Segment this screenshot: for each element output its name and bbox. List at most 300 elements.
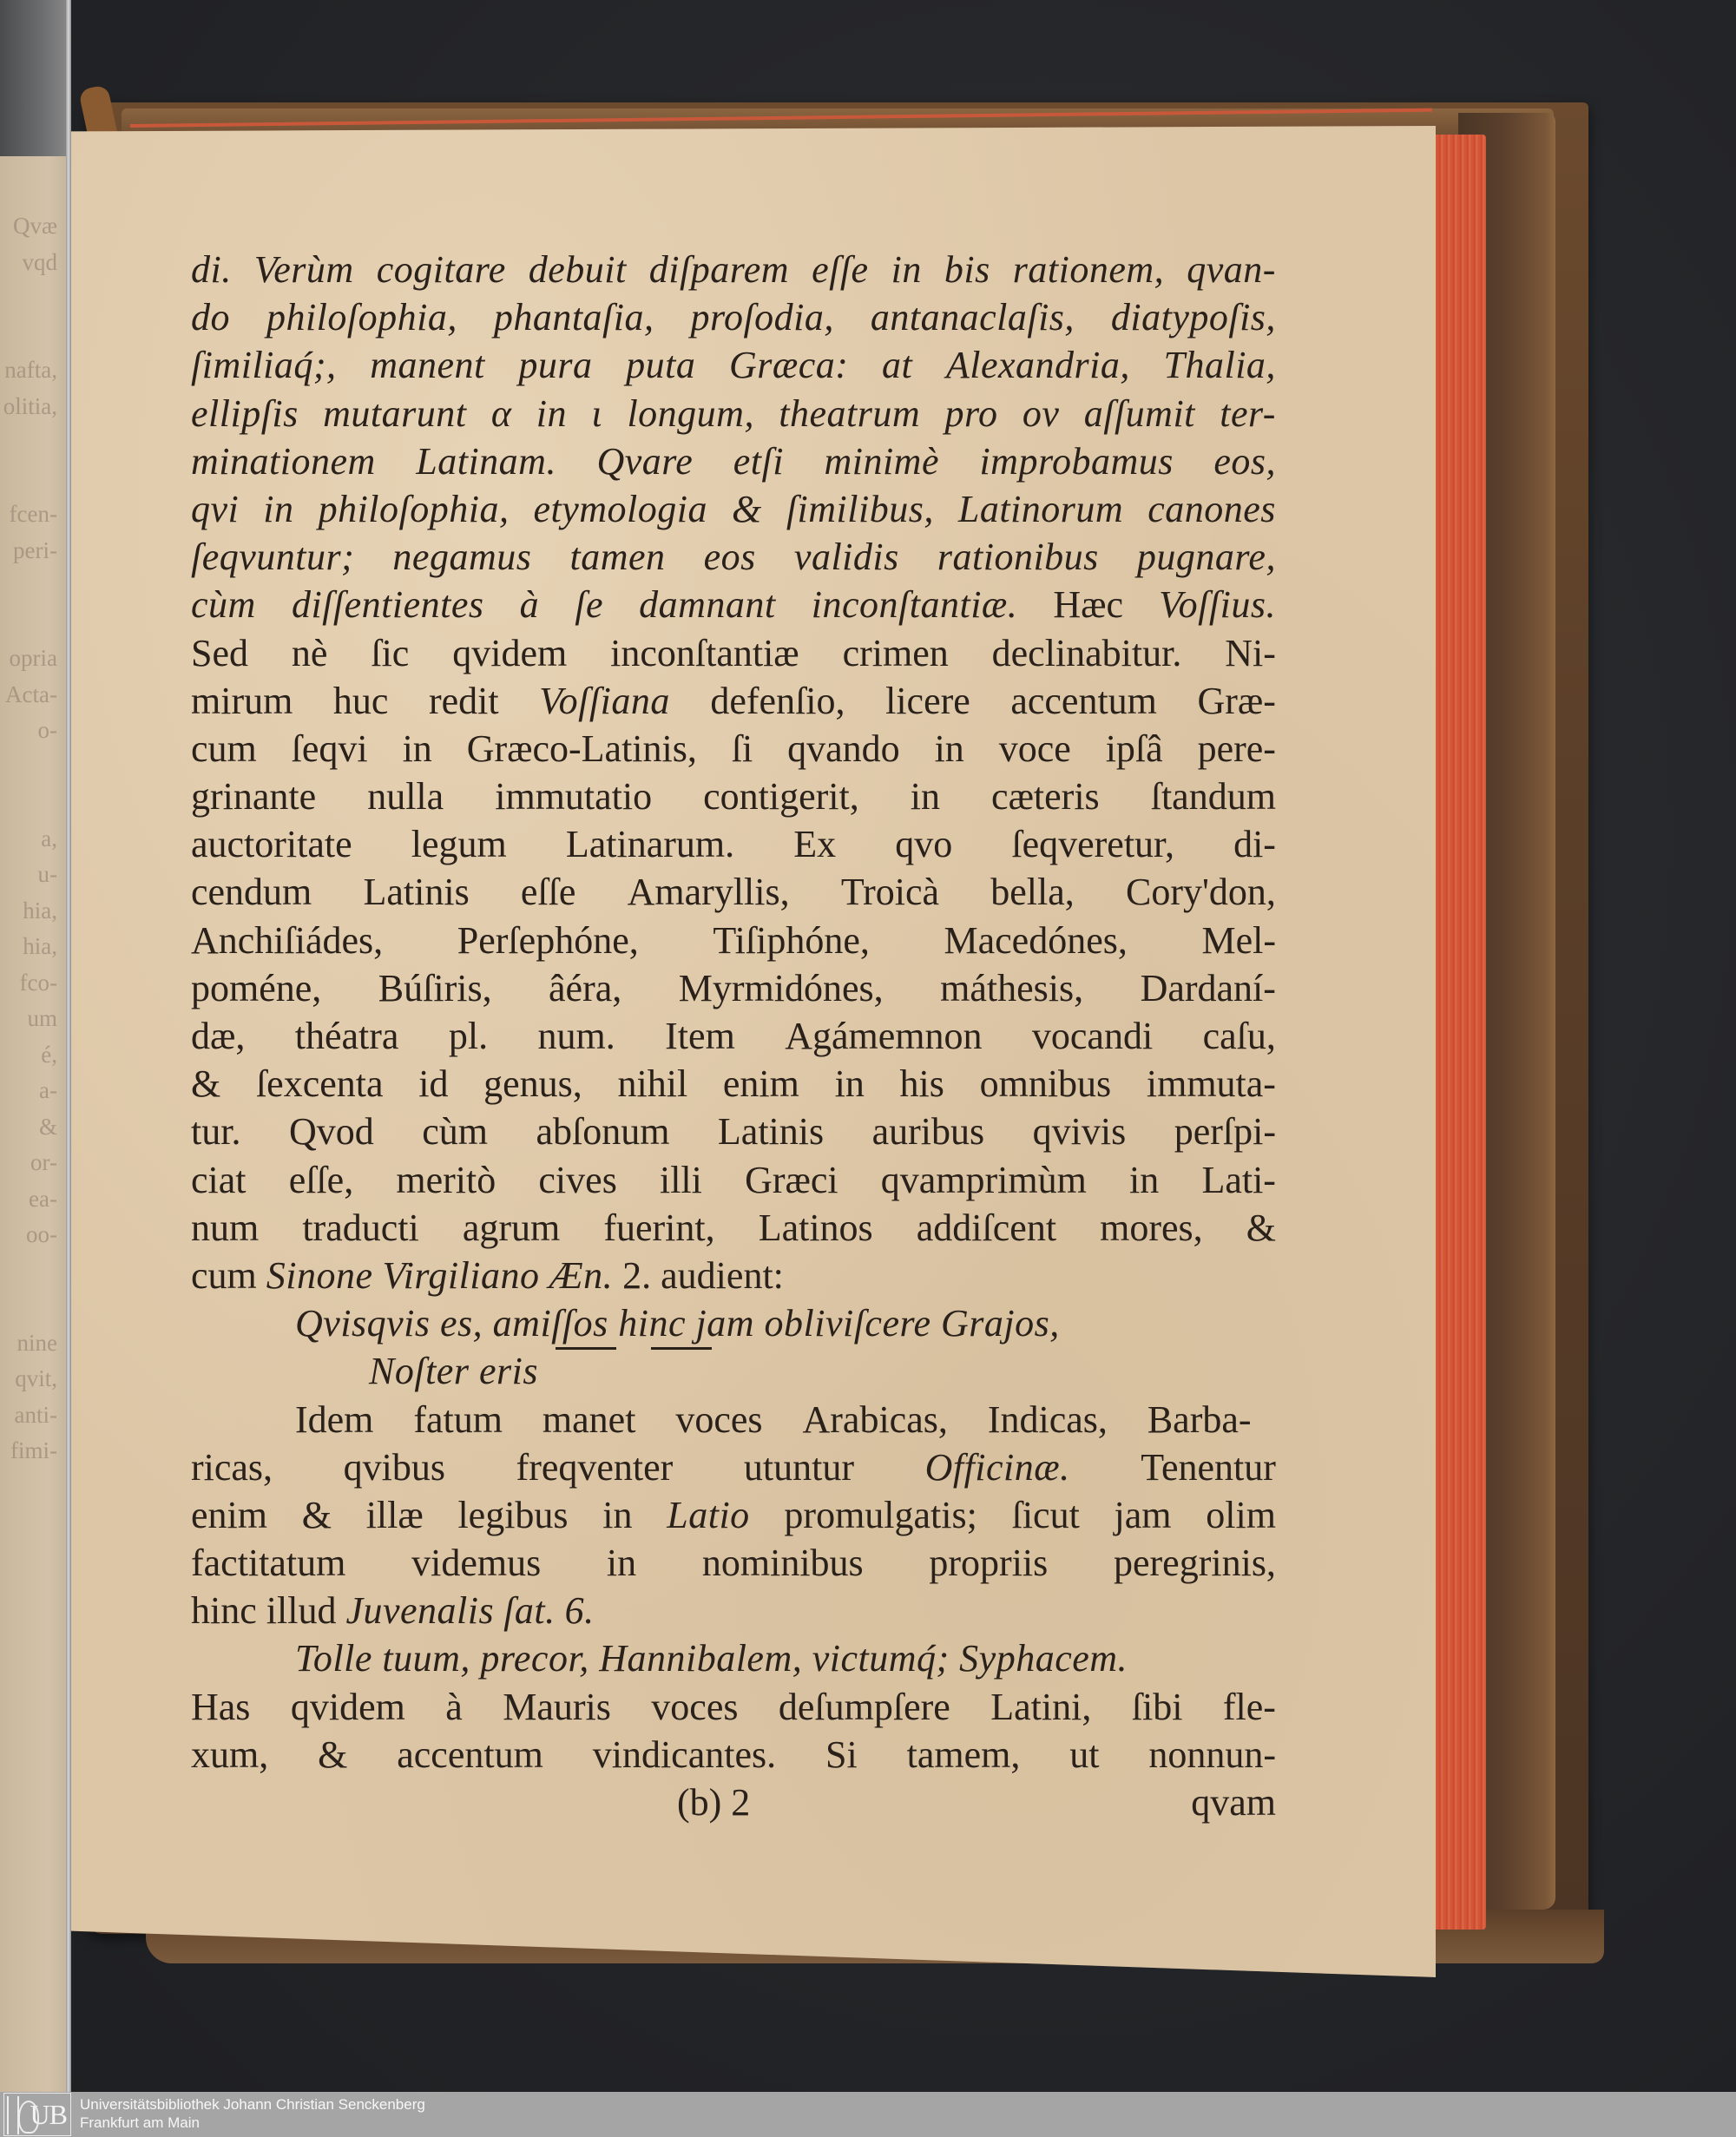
page-footer-line <box>191 1779 1276 1826</box>
word: ι <box>591 391 603 435</box>
word: Juvenalis <box>345 1589 495 1633</box>
word: omnibus <box>979 1062 1112 1106</box>
text-line <box>191 964 1276 1012</box>
word: Latini, <box>990 1685 1092 1728</box>
word: cum <box>191 727 257 770</box>
word: illæ <box>365 1493 424 1536</box>
word: Ni- <box>1225 631 1276 674</box>
word: id <box>418 1062 449 1106</box>
word: cùm <box>422 1110 488 1154</box>
word: agrum <box>462 1206 561 1249</box>
word: Si <box>825 1733 858 1776</box>
gutter-fragment: Qvæ <box>12 213 57 239</box>
word: Hæc <box>1053 583 1124 627</box>
word: qvivis <box>1032 1110 1127 1154</box>
verse-text: Tolle tuum, precor, Hannibalem, victumq́; Syphacem. <box>295 1637 1128 1680</box>
word: in <box>263 487 294 530</box>
word: damnant <box>639 583 776 627</box>
word: & <box>301 1493 332 1536</box>
word: âéra, <box>549 966 622 1009</box>
word: pro <box>944 391 998 435</box>
word: rationem, <box>1012 248 1165 291</box>
text-line <box>191 1539 1276 1587</box>
previous-page-strip <box>0 0 71 2092</box>
word: Mauris <box>503 1685 611 1728</box>
word: di- <box>1233 823 1276 866</box>
word: pere- <box>1197 727 1276 770</box>
word: enim <box>722 1062 799 1106</box>
word: manet <box>542 1397 636 1441</box>
word: immutatio <box>495 775 653 819</box>
word: caſu, <box>1202 1015 1276 1057</box>
word: fatum <box>413 1397 503 1441</box>
word: in <box>606 1542 637 1585</box>
word: voce <box>998 727 1071 770</box>
word: cives <box>538 1158 617 1201</box>
word: ſeqveretur, <box>1011 823 1174 866</box>
gutter-fragment: fimi- <box>10 1437 57 1463</box>
text-line <box>191 677 1276 725</box>
word: Tenentur <box>1141 1445 1276 1489</box>
word: Officinæ. <box>924 1445 1070 1489</box>
word: in <box>934 727 964 770</box>
word: poméne, <box>191 966 322 1009</box>
word: Perſephóne, <box>457 918 639 962</box>
word: fuerint, <box>603 1206 715 1249</box>
word: cendum <box>191 871 312 914</box>
word: eſſe, <box>288 1158 354 1201</box>
word: ut <box>1069 1733 1100 1776</box>
word: nulla <box>367 775 444 819</box>
word: phantaſia, <box>493 296 654 339</box>
word: eſſe <box>812 248 869 291</box>
word: tamem, <box>906 1733 1021 1776</box>
word: longum, <box>627 391 754 435</box>
word: qvibus <box>343 1445 445 1489</box>
word: peregrinis, <box>1114 1542 1276 1585</box>
gutter-fragment: olitia, <box>3 392 57 419</box>
word: qvamprimùm <box>880 1158 1087 1201</box>
word: huc <box>332 679 389 722</box>
word: Voſſius. <box>1159 583 1276 627</box>
text-line <box>191 485 1276 533</box>
word: Græca: <box>728 344 849 387</box>
word: contigerit, <box>703 775 859 819</box>
word: máthesis, <box>940 966 1084 1009</box>
gutter-fragment: anti- <box>14 1401 57 1428</box>
logo-portrait-icon <box>18 2101 39 2134</box>
word: à <box>519 583 540 627</box>
word: α <box>490 391 512 435</box>
word: Indicas, <box>987 1397 1108 1441</box>
word: Latinorum <box>957 487 1124 530</box>
word: antanaclaſis, <box>870 296 1075 339</box>
word: inconſtantiæ <box>610 631 799 674</box>
word: voces <box>651 1685 739 1728</box>
text-line <box>191 1683 1276 1731</box>
signature-mark: (b) 2 <box>677 1781 751 1824</box>
word: bis <box>944 248 990 291</box>
word: Thalia, <box>1163 344 1276 387</box>
word: Agámemnon <box>785 1015 983 1057</box>
word: ſtandum <box>1150 775 1276 819</box>
gutter-fragment <box>0 1289 57 1325</box>
word: Voſſiana <box>539 679 670 722</box>
word: ellipſis <box>191 391 299 435</box>
verse-text: Qvisqvis es, amiſſos hinc jam obliviſcere Grajos, <box>295 1302 1060 1345</box>
word: Dardaní- <box>1140 966 1276 1009</box>
gutter-fragment: um <box>27 1005 57 1031</box>
word: nominibus <box>701 1542 864 1585</box>
word: Sinone <box>266 1253 373 1297</box>
word: ſicut <box>1011 1493 1080 1536</box>
word: Búſiris, <box>378 966 492 1009</box>
verse-line-2 <box>191 1347 1276 1395</box>
gutter-fragment: fcen- <box>9 501 57 527</box>
word: cum <box>191 1253 257 1297</box>
text-line <box>191 1587 1276 1634</box>
word: à <box>445 1685 463 1728</box>
word: Item <box>665 1015 735 1057</box>
word: bella, <box>990 871 1075 914</box>
word: hinc <box>191 1589 257 1633</box>
word: accentum <box>1010 679 1157 722</box>
word: dæ, <box>191 1015 246 1057</box>
word: Lati- <box>1201 1158 1276 1201</box>
word: declinabitur. <box>991 631 1182 674</box>
word: Arabicas, <box>802 1397 948 1441</box>
word: improbamus <box>979 439 1174 483</box>
word: diſſentientes <box>291 583 484 627</box>
word: mirum <box>191 679 293 722</box>
word: Amaryllis, <box>627 871 790 914</box>
word: his <box>899 1062 944 1106</box>
gutter-fragment: qvit, <box>15 1365 57 1391</box>
word: etſi <box>733 439 784 483</box>
gutter-fragment: opria <box>9 645 57 671</box>
word: Macedónes, <box>944 918 1128 962</box>
text-line <box>191 390 1276 437</box>
word: philoſophia, <box>266 296 457 339</box>
word: & <box>318 1733 348 1776</box>
word: cæteris <box>991 775 1100 819</box>
word: Virgiliano <box>382 1253 540 1297</box>
gutter-fragment: nine <box>16 1329 57 1356</box>
gutter-fragment: a, <box>41 825 57 852</box>
word: ipſâ <box>1105 727 1163 770</box>
verse-text: Noſter eris <box>369 1350 538 1393</box>
word: aſſumit <box>1083 391 1195 435</box>
gutter-fragment <box>0 605 57 641</box>
word: theatrum <box>779 391 921 435</box>
word: grinante <box>191 775 317 819</box>
text-line <box>191 1731 1276 1779</box>
word: Anchiſiádes, <box>191 918 384 962</box>
word: di. <box>191 248 232 291</box>
word: Barba- <box>1147 1397 1252 1441</box>
word: ſe <box>575 583 604 627</box>
text-line <box>191 1156 1276 1204</box>
word: at <box>882 344 913 387</box>
word: Æn. <box>549 1253 614 1297</box>
word: genus, <box>483 1062 582 1106</box>
gutter-fragment: fco- <box>19 969 57 996</box>
word: num <box>191 1206 260 1249</box>
word: crimen <box>842 631 949 674</box>
word: in <box>891 248 922 291</box>
word: Alexandria, <box>945 344 1130 387</box>
previous-page-text-fragments <box>0 208 57 1470</box>
word: tamen <box>569 536 666 579</box>
page-text <box>191 246 1276 1826</box>
word: negamus <box>392 536 532 579</box>
text-line <box>191 629 1276 677</box>
word: théatra <box>294 1015 399 1057</box>
word: minimè <box>824 439 939 483</box>
word: pl. <box>448 1015 489 1057</box>
logo-letters: UB <box>30 2098 67 2130</box>
text-line <box>191 917 1276 964</box>
word: nè <box>291 631 328 674</box>
word: Troicà <box>840 871 940 914</box>
word: canones <box>1147 487 1276 530</box>
word: proſodia, <box>690 296 834 339</box>
word: etymologia <box>533 487 708 530</box>
gutter-fragment: & <box>38 1113 57 1140</box>
word: ſat. <box>503 1589 556 1633</box>
gutter-fragment: hia, <box>23 933 57 959</box>
paragraph-1 <box>191 246 1276 1299</box>
word: qvo <box>895 823 953 866</box>
word: nonnun- <box>1148 1733 1276 1776</box>
word: perſpi- <box>1174 1110 1276 1154</box>
ellipsis-dash <box>651 1347 712 1395</box>
text-line <box>191 1491 1276 1539</box>
word: diſparem <box>648 248 790 291</box>
word: licere <box>885 679 970 722</box>
word: freqventer <box>516 1445 674 1489</box>
text-line <box>191 1012 1276 1060</box>
word: qvi <box>191 487 240 530</box>
word: Qvare <box>596 439 694 483</box>
word: legum <box>411 823 507 866</box>
word: 2. <box>622 1253 652 1297</box>
word: debuit <box>528 248 627 291</box>
word: ſic <box>371 631 410 674</box>
word: rationibus <box>937 536 1099 579</box>
word: in <box>834 1062 865 1106</box>
gutter-fragment: or- <box>30 1149 57 1175</box>
word: ſeqvuntur; <box>191 536 355 579</box>
word: validis <box>793 536 899 579</box>
text-line <box>191 1396 1276 1443</box>
word: Cory'don, <box>1126 871 1276 914</box>
word: num. <box>537 1015 615 1057</box>
word: inconſtantiæ. <box>811 583 1018 627</box>
word: propriis <box>929 1542 1049 1585</box>
word: tur. <box>191 1110 241 1154</box>
gutter-fragment: u- <box>37 861 57 887</box>
word: diatypoſis, <box>1110 296 1276 339</box>
text-line <box>191 1204 1276 1252</box>
word: in <box>910 775 941 819</box>
word: qvan- <box>1187 248 1276 291</box>
gutter-fragment <box>0 280 57 317</box>
gutter-fragment <box>0 461 57 497</box>
text-line <box>191 246 1276 293</box>
word: do <box>191 296 230 339</box>
paragraph-2 <box>191 1396 1276 1635</box>
gutter-fragment: oo- <box>26 1221 57 1247</box>
institution-line-1: Universitätsbibliothek Johann Christian Senckenberg <box>80 2096 425 2113</box>
ellipsis-dash <box>556 1347 616 1395</box>
word: in <box>602 1493 633 1536</box>
word: deſumpſere <box>778 1685 950 1728</box>
text-line <box>191 1060 1276 1108</box>
word: ter- <box>1220 391 1276 435</box>
text-line <box>191 820 1276 868</box>
word: vindicantes. <box>592 1733 777 1776</box>
text-line <box>191 773 1276 820</box>
word: Latio <box>667 1493 750 1536</box>
verse-quote-juvenal <box>191 1634 1276 1682</box>
ub-logo[interactable] <box>3 2093 71 2136</box>
word: xum, <box>191 1733 269 1776</box>
gutter-fragment: Acta- <box>5 681 57 707</box>
gutter-fragment: peri- <box>13 536 57 563</box>
word: abſonum <box>536 1110 670 1154</box>
word: meritò <box>396 1158 496 1201</box>
word: ſeqvi <box>291 727 368 770</box>
word: ον <box>1022 391 1060 435</box>
word: Latinarum. <box>565 823 735 866</box>
word: mores, <box>1100 1206 1203 1249</box>
text-line <box>191 341 1276 389</box>
word: ricas, <box>191 1445 273 1489</box>
word: promulgatis; <box>784 1493 977 1536</box>
word: videmus <box>411 1542 542 1585</box>
word: Latinam. <box>416 439 556 483</box>
word: Tiſiphóne, <box>713 918 870 962</box>
word: ciat <box>191 1158 247 1201</box>
word: audient: <box>661 1253 784 1297</box>
word: cùm <box>191 583 256 627</box>
word: nihil <box>617 1062 688 1106</box>
glass-plate-edge <box>66 0 71 2092</box>
gutter-fragment: hia, <box>23 897 57 924</box>
text-line <box>191 437 1276 485</box>
word: ſimiliaq́;, <box>191 344 337 387</box>
text-line <box>191 581 1276 628</box>
word: Myrmidónes, <box>678 966 884 1009</box>
paragraph-3 <box>191 1683 1276 1779</box>
word: cogitare <box>376 248 506 291</box>
word: Græci <box>745 1158 838 1201</box>
word: ſi <box>731 727 753 770</box>
word: eos <box>703 536 756 579</box>
text-line <box>191 1443 1276 1491</box>
word: pura <box>518 344 593 387</box>
word: Sed <box>191 631 248 674</box>
word: illud <box>266 1589 337 1633</box>
word: & <box>1246 1206 1276 1249</box>
word: Mel- <box>1201 918 1276 962</box>
word: & <box>732 487 762 530</box>
word: addiſcent <box>916 1206 1057 1249</box>
word: fle- <box>1222 1685 1276 1728</box>
text-line <box>191 1252 1276 1299</box>
text-line <box>191 293 1276 341</box>
word: Latinis <box>717 1110 825 1154</box>
word: redit <box>428 679 499 722</box>
word: philoſophia, <box>318 487 510 530</box>
word: auctoritate <box>191 823 352 866</box>
gutter-fragment <box>0 785 57 821</box>
word: Græ- <box>1197 679 1276 722</box>
word: in <box>536 391 568 435</box>
word: Latinis <box>363 871 470 914</box>
gutter-fragment <box>0 1253 57 1290</box>
word: immuta- <box>1146 1062 1276 1106</box>
word: in <box>402 727 432 770</box>
word: vocandi <box>1031 1015 1154 1057</box>
text-line <box>191 1108 1276 1155</box>
word: illi <box>659 1158 702 1201</box>
word: in <box>1129 1158 1160 1201</box>
gutter-fragment: vqd <box>22 248 57 275</box>
gutter-fragment <box>0 569 57 605</box>
word: mutarunt <box>323 391 467 435</box>
gutter-fragment: a- <box>39 1077 57 1103</box>
word: Græco-Latinis, <box>466 727 697 770</box>
word: puta <box>626 344 696 387</box>
word: enim <box>191 1493 267 1536</box>
word: auribus <box>871 1110 985 1154</box>
word: utuntur <box>743 1445 854 1489</box>
word: qvidem <box>290 1685 405 1728</box>
word: Idem <box>295 1397 374 1441</box>
word: Latinos <box>758 1206 873 1249</box>
word: Qvod <box>288 1110 374 1154</box>
word: ſibi <box>1131 1685 1183 1728</box>
word: factitatum <box>191 1542 346 1585</box>
gutter-fragment <box>0 424 57 461</box>
logo-bars-icon <box>7 2096 19 2134</box>
word: ſexcenta <box>255 1062 384 1106</box>
word: eos, <box>1213 439 1276 483</box>
text-line <box>191 868 1276 916</box>
verse-line-1 <box>191 1299 1276 1347</box>
word: qvando <box>787 727 900 770</box>
word: jam <box>1114 1493 1172 1536</box>
word: traducti <box>302 1206 419 1249</box>
word: Verùm <box>253 248 354 291</box>
word: Ex <box>793 823 837 866</box>
word: voces <box>675 1397 763 1441</box>
institution-line-2: Frankfurt am Main <box>80 2114 200 2131</box>
gutter-fragment: nafta, <box>4 357 57 383</box>
word: Has <box>191 1685 251 1728</box>
gutter-fragment: o- <box>37 717 57 743</box>
word: pugnare, <box>1136 536 1276 579</box>
gutter-fragment <box>0 749 57 786</box>
catchword: qvam <box>1191 1781 1276 1824</box>
gutter-fragment <box>0 317 57 353</box>
text-line <box>191 725 1276 773</box>
word: olim <box>1206 1493 1276 1536</box>
word: eſſe <box>520 871 576 914</box>
text-line <box>191 533 1276 581</box>
